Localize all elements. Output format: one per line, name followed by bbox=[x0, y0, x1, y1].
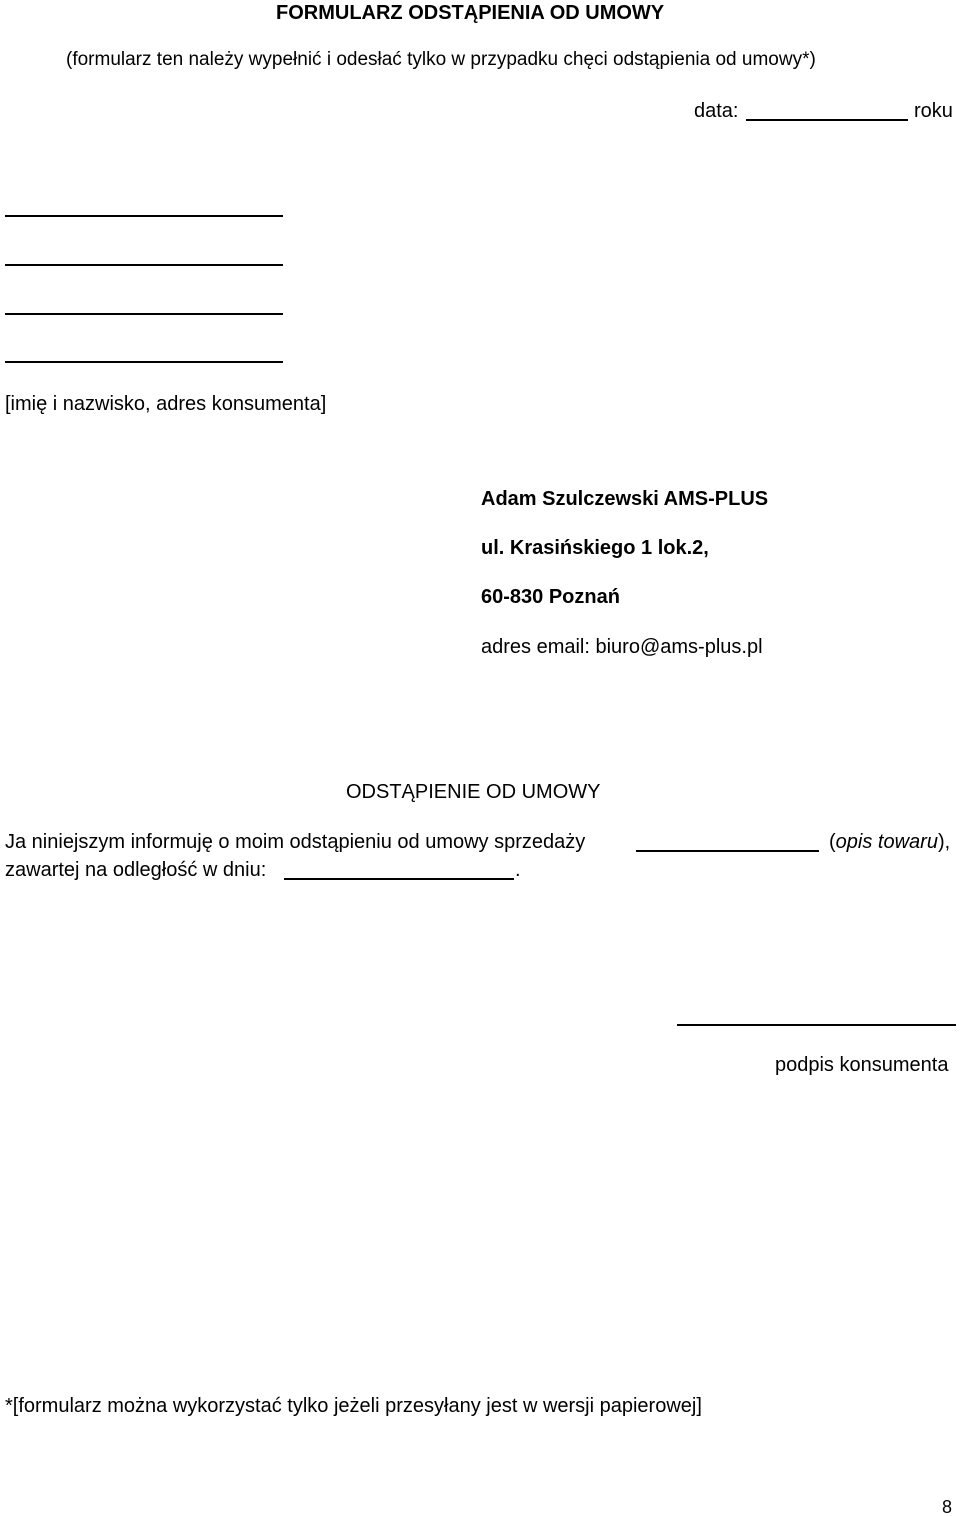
signature-caption: podpis konsumenta bbox=[775, 1054, 949, 1076]
date-of-contract-blank-line[interactable] bbox=[284, 878, 514, 880]
seller-street: ul. Krasińskiego 1 lok.2, bbox=[481, 537, 709, 559]
seller-email: adres email: biuro@ams-plus.pl bbox=[481, 636, 763, 658]
withdrawal-line-1 bbox=[5, 832, 585, 852]
seller-city: 60-830 Poznań bbox=[481, 586, 620, 608]
form-subtitle: (formularz ten należy wypełnić i odesłać tylko w przypadku chęci odstąpienia od umowy*) bbox=[66, 49, 816, 70]
consumer-caption: [imię i nazwisko, adres konsumenta] bbox=[5, 393, 327, 415]
consumer-line-1[interactable] bbox=[5, 215, 283, 217]
date-blank-line[interactable] bbox=[746, 119, 908, 121]
signature-line[interactable] bbox=[677, 1024, 956, 1026]
page-number: 8 bbox=[942, 1497, 953, 1517]
seller-name: Adam Szulczewski AMS-PLUS bbox=[481, 488, 769, 510]
goods-hint: opis towaru bbox=[835, 831, 938, 853]
form-title: FORMULARZ ODSTĄPIENIA OD UMOWY bbox=[276, 2, 665, 24]
date-suffix: roku bbox=[914, 100, 953, 122]
consumer-line-4[interactable] bbox=[5, 361, 283, 363]
withdrawal-period: . bbox=[515, 859, 521, 881]
withdrawal-text-2: zawartej na odległość w dniu: bbox=[5, 859, 267, 881]
withdrawal-line-2 bbox=[5, 860, 266, 880]
paren-open: ( bbox=[829, 831, 836, 853]
consumer-line-2[interactable] bbox=[5, 264, 283, 266]
goods-hint-group bbox=[829, 832, 950, 852]
date-label: data: bbox=[694, 100, 739, 122]
consumer-line-3[interactable] bbox=[5, 313, 283, 315]
withdrawal-heading: ODSTĄPIENIE OD UMOWY bbox=[346, 781, 601, 803]
footnote: *[formularz można wykorzystać tylko jeżeli przesyłany jest w wersji papierowej] bbox=[5, 1395, 702, 1417]
goods-blank-line[interactable] bbox=[636, 850, 819, 852]
withdrawal-text-1: Ja niniejszym informuję o moim odstąpieniu od umowy sprzedaży bbox=[5, 831, 586, 853]
paren-close: ), bbox=[937, 831, 951, 853]
